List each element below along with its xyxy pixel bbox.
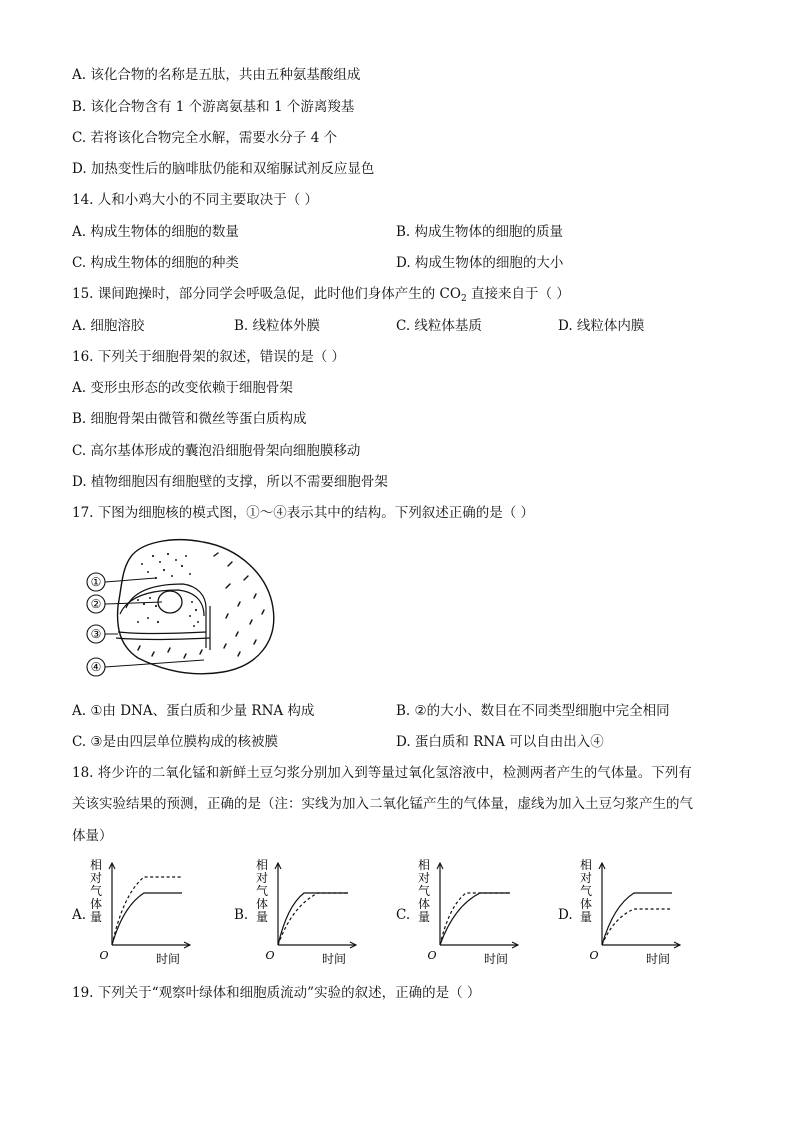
dashed-series-line bbox=[440, 893, 510, 945]
y-axis-label-char: 量 bbox=[417, 910, 431, 924]
y-axis-label-char: 体 bbox=[255, 897, 269, 911]
y-axis-label-char: 气 bbox=[89, 884, 103, 898]
q16-stem: 16. 下列关于细胞骨架的叙述，错误的是（ ） bbox=[72, 349, 346, 365]
x-axis-label: 时间 bbox=[645, 952, 671, 966]
q18-stem-line-3: 体量） bbox=[72, 828, 113, 844]
x-axis-label: 时间 bbox=[321, 952, 347, 966]
q14-option-d: D. 构成生物体的细胞的大小 bbox=[396, 255, 564, 271]
nucleus-outline bbox=[118, 540, 274, 674]
q14-option-b: B. 构成生物体的细胞的质量 bbox=[396, 224, 564, 240]
y-axis-label-char: 对 bbox=[255, 871, 269, 885]
dashed-series-line bbox=[112, 877, 182, 945]
solid-series-line bbox=[278, 893, 348, 945]
origin-label: O bbox=[589, 949, 599, 962]
y-axis-label-char: 体 bbox=[89, 897, 103, 911]
nucleus-diagram bbox=[78, 536, 278, 686]
q15-stem: 15. 课间跑操时，部分同学会呼吸急促，此时他们身体产生的 $CO_2$ 直接来自于（ ） bbox=[72, 286, 570, 304]
q13-option-b: B. 该化合物含有 1 个游离氨基和 1 个游离羧基 bbox=[72, 99, 355, 115]
y-axis-label-char: 对 bbox=[89, 871, 103, 885]
y-axis-label-char: 体 bbox=[417, 897, 431, 911]
graph-c bbox=[414, 857, 524, 969]
label-1: ① bbox=[90, 575, 102, 589]
q13-option-a: A. 该化合物的名称是五肽，共由五种氨基酸组成 bbox=[72, 67, 361, 83]
graph-d-letter: D. bbox=[558, 907, 573, 923]
y-axis-label-char: 气 bbox=[579, 884, 593, 898]
graph-b-letter: B. bbox=[234, 907, 249, 923]
q17-stem: 17. 下图为细胞核的模式图，①～④表示其中的结构。下列叙述正确的是（ ） bbox=[72, 505, 535, 521]
y-axis-label-char: 量 bbox=[89, 910, 103, 924]
q15-co2-subscript: 2 bbox=[460, 294, 467, 304]
dashed-series-line bbox=[602, 909, 672, 945]
q14-stem: 14. 人和小鸡大小的不同主要取决于（ ） bbox=[72, 192, 319, 208]
dashed-series-line bbox=[278, 893, 348, 945]
y-axis-label-char: 量 bbox=[255, 910, 269, 924]
q13-option-c: C. 若将该化合物完全水解，需要水分子 4 个 bbox=[72, 130, 338, 146]
y-axis-label-char: 气 bbox=[417, 884, 431, 898]
q14-option-a: A. 构成生物体的细胞的数量 bbox=[72, 224, 239, 240]
label-4: ④ bbox=[90, 660, 102, 674]
origin-label: O bbox=[265, 949, 275, 962]
graph-d bbox=[576, 857, 686, 969]
graph-a-letter: A. bbox=[72, 907, 87, 923]
q15-option-a: A. 细胞溶胶 bbox=[72, 318, 145, 334]
graph-c-letter: C. bbox=[396, 907, 411, 923]
x-axis-label: 时间 bbox=[155, 952, 181, 966]
label-2: ② bbox=[90, 597, 102, 611]
q17-option-b: B. ②的大小、数目在不同类型细胞中完全相同 bbox=[396, 703, 670, 719]
y-axis-label-char: 气 bbox=[255, 884, 269, 898]
solid-series-line bbox=[440, 893, 510, 945]
origin-label: O bbox=[99, 949, 109, 962]
y-axis-label-char: 对 bbox=[579, 871, 593, 885]
q16-option-b: B. 细胞骨架由微管和微丝等蛋白质构成 bbox=[72, 411, 307, 427]
q18-stem-line-1: 18. 将少许的二氧化锰和新鲜土豆匀浆分别加入到等量过氧化氢溶液中，检测两者产生的气体量。下列有 bbox=[72, 765, 692, 781]
q17-option-d: D. 蛋白质和 RNA 可以自由出入④ bbox=[396, 734, 604, 750]
origin-label: O bbox=[427, 949, 437, 962]
q17-option-c: C. ③是由四层单位膜构成的核被膜 bbox=[72, 734, 279, 750]
y-axis-label-char: 相 bbox=[89, 858, 103, 872]
q13-option-d: D. 加热变性后的脑啡肽仍能和双缩脲试剂反应显色 bbox=[72, 161, 375, 177]
q16-option-a: A. 变形虫形态的改变依赖于细胞骨架 bbox=[72, 380, 293, 396]
y-axis-label-char: 相 bbox=[417, 858, 431, 872]
label-3: ③ bbox=[90, 627, 102, 641]
y-axis-label-char: 相 bbox=[255, 858, 269, 872]
graph-a bbox=[86, 857, 196, 969]
q15-option-b: B. 线粒体外膜 bbox=[234, 318, 321, 334]
q14-option-c: C. 构成生物体的细胞的种类 bbox=[72, 255, 239, 271]
q16-option-d: D. 植物细胞因有细胞壁的支撑，所以不需要细胞骨架 bbox=[72, 474, 388, 490]
y-axis-label-char: 量 bbox=[579, 910, 593, 924]
q15-option-c: C. 线粒体基质 bbox=[396, 318, 482, 334]
graph-b bbox=[252, 857, 362, 969]
y-axis-label-char: 体 bbox=[579, 897, 593, 911]
y-axis-label-char: 对 bbox=[417, 871, 431, 885]
q16-option-c: C. 高尔基体形成的囊泡沿细胞骨架向细胞膜移动 bbox=[72, 443, 361, 459]
x-axis-label: 时间 bbox=[483, 952, 509, 966]
q17-option-a: A. ①由 DNA、蛋白质和少量 RNA 构成 bbox=[72, 703, 315, 719]
solid-series-line bbox=[602, 893, 672, 945]
q15-option-d: D. 线粒体内膜 bbox=[558, 318, 645, 334]
q19-stem: 19. 下列关于“观察叶绿体和细胞质流动”实验的叙述，正确的是（ ） bbox=[72, 985, 481, 1001]
q18-stem-line-2: 关该实验结果的预测，正确的是（注：实线为加入二氧化锰产生的气体量，虚线为加入土豆匀浆产生的气 bbox=[72, 796, 693, 812]
solid-series-line bbox=[112, 893, 182, 945]
y-axis-label-char: 相 bbox=[579, 858, 593, 872]
